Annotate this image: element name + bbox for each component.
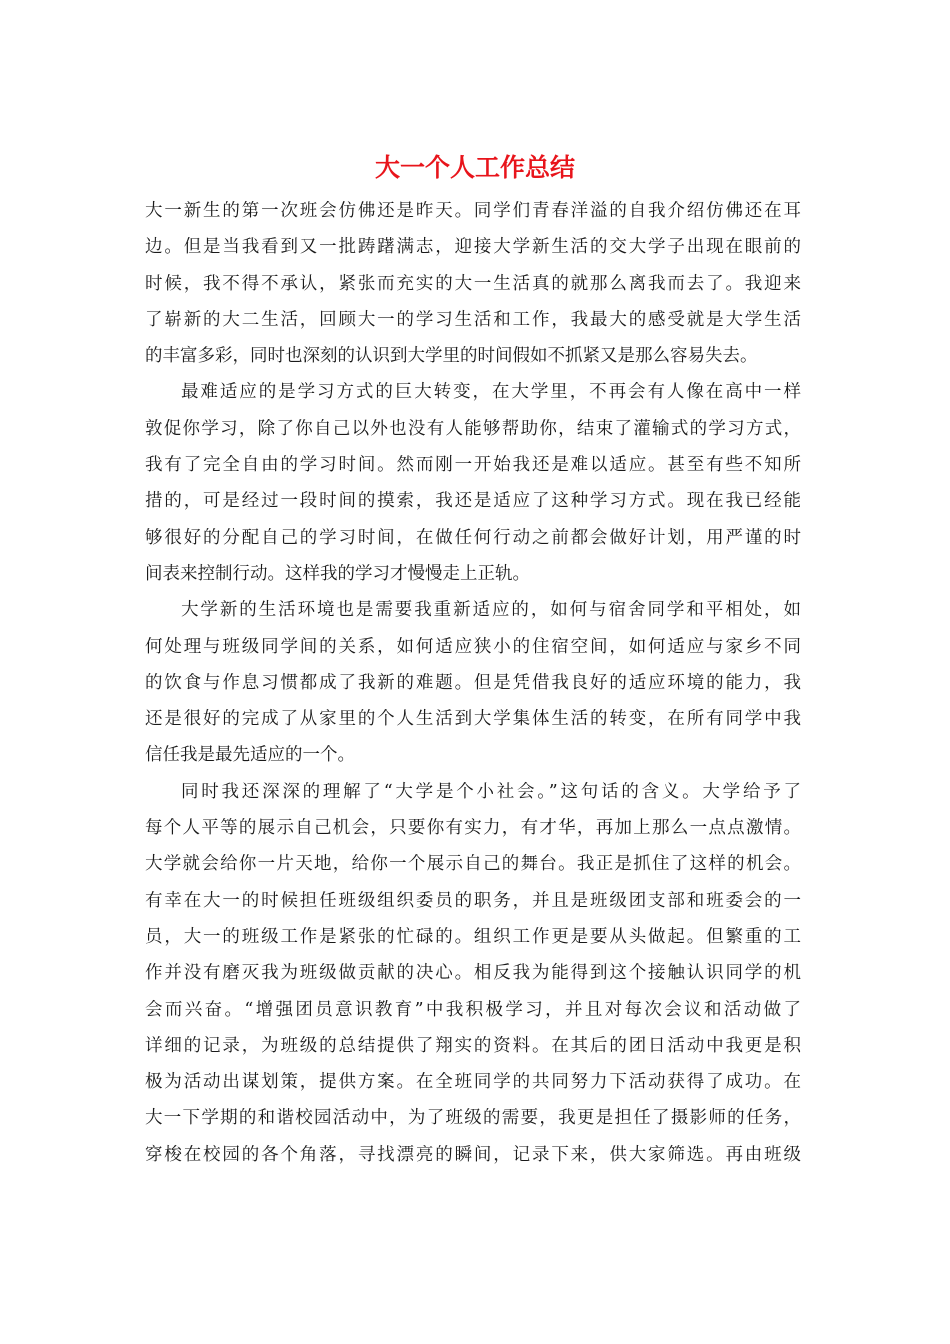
text-line: 大学就会给你一片天地，给你一个展示自己的舞台。我正是抓住了这样的机会。: [145, 854, 801, 875]
text-line: 大一新生的第一次班会仿佛还是昨天。同学们青春洋溢的自我介绍仿佛还在耳: [145, 201, 801, 221]
text-line: 的丰富多彩，同时也深刻的认识到大学里的时间假如不抓紧又是那么容易失去。: [145, 346, 758, 367]
text-line: 间表来控制行动。这样我的学习才慢慢走上正轨。: [145, 563, 530, 584]
text-line: 极为活动出谋划策，提供方案。在全班同学的共同努力下活动获得了成功。在: [145, 1072, 801, 1093]
text-line: 敦促你学习，除了你自己以外也没有人能够帮助你，结束了灌输式的学习方式，: [145, 418, 801, 439]
text-line: 同时我还深深的理解了“大学是个小社会。”这句话的含义。大学给予了: [181, 781, 801, 802]
text-line: 何处理与班级同学间的关系，如何适应狭小的住宿空间，如何适应与家乡不同: [145, 636, 801, 657]
document-body: [145, 193, 801, 1173]
text-line: 我有了完全自由的学习时间。然而刚一开始我还是难以适应。甚至有些不知所: [145, 455, 801, 476]
text-line: 措的，可是经过一段时间的摸索，我还是适应了这种学习方式。现在我已经能: [145, 491, 801, 512]
text-line: 大一下学期的和谐校园活动中，为了班级的需要，我更是担任了摄影师的任务，: [145, 1108, 801, 1129]
text-line: 每个人平等的展示自己机会，只要你有实力，有才华，再加上那么一点点激情。: [145, 818, 801, 839]
text-line: 大学新的生活环境也是需要我重新适应的，如何与宿舍同学和平相处，如: [181, 600, 801, 621]
document-title: 大一个人工作总结: [374, 153, 575, 182]
text-line: 详细的记录，为班级的总结提供了翔实的资料。在其后的团日活动中我更是积: [145, 1035, 801, 1056]
text-line: 最难适应的是学习方式的巨大转变，在大学里，不再会有人像在高中一样: [181, 382, 801, 403]
text-line: 时候，我不得不承认，紧张而充实的大一生活真的就那么离我而去了。我迎来: [145, 273, 801, 294]
text-line: 了崭新的大二生活，回顾大一的学习生活和工作，我最大的感受就是大学生活: [145, 309, 801, 330]
text-line: 的饮食与作息习惯都成了我新的难题。但是凭借我良好的适应环境的能力，我: [145, 672, 801, 693]
text-line: 边。但是当我看到又一批踌躇满志，迎接大学新生活的交大学子出现在眼前的: [145, 237, 801, 258]
text-line: 够很好的分配自己的学习时间，在做任何行动之前都会做好计划，用严谨的时: [145, 527, 801, 548]
text-line: 信任我是最先适应的一个。: [145, 745, 355, 766]
text-line: 还是很好的完成了从家里的个人生活到大学集体生活的转变，在所有同学中我: [145, 709, 801, 730]
text-line: 有幸在大一的时候担任班级组织委员的职务，并且是班级团支部和班委会的一: [145, 890, 801, 911]
text-line: 作并没有磨灭我为班级做贡献的决心。相反我为能得到这个接触认识同学的机: [145, 963, 801, 984]
text-line: 员，大一的班级工作是紧张的忙碌的。组织工作更是要从头做起。但繁重的工: [145, 926, 801, 947]
text-line: 穿梭在校园的各个角落，寻找漂亮的瞬间，记录下来，供大家筛选。再由班级: [145, 1144, 801, 1165]
text-line: 会而兴奋。“增强团员意识教育”中我积极学习，并且对每次会议和活动做了: [145, 999, 801, 1020]
